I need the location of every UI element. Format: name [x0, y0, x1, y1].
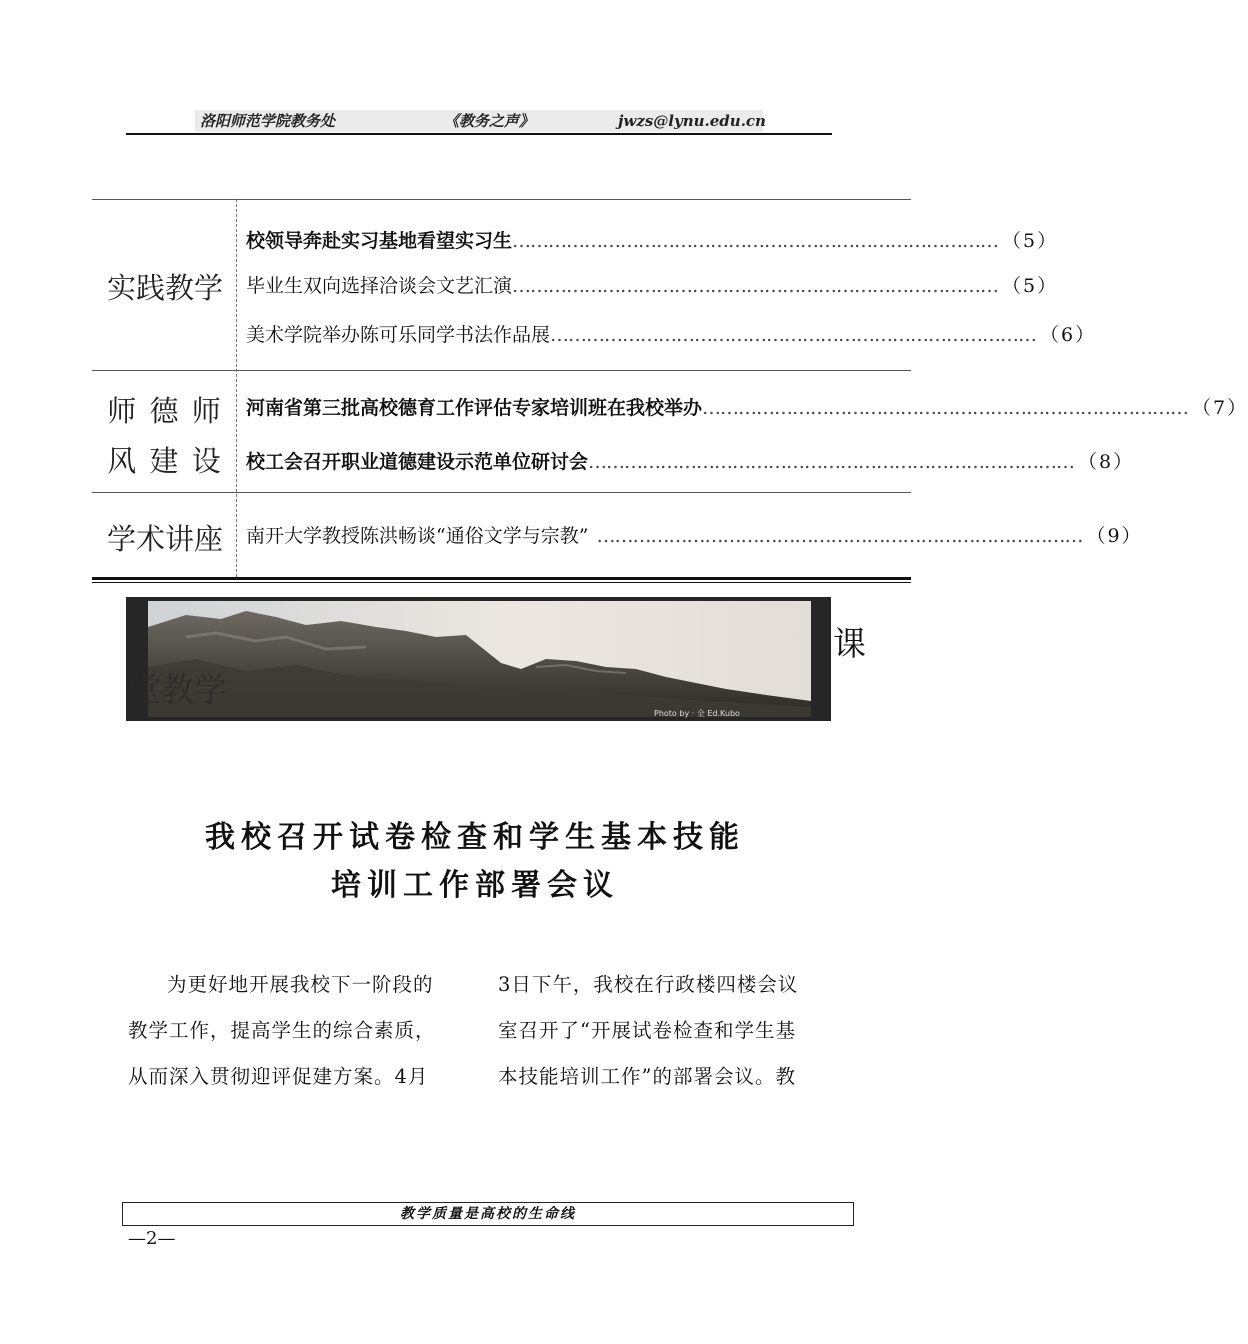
page-number: —2— — [128, 1228, 176, 1249]
toc-bottom-rule-thin — [92, 582, 911, 583]
toc-leader: ……………………………………………………………………… — [702, 397, 1189, 419]
toc-section-label: 实践教学 — [106, 271, 223, 305]
header-publication: 《教务之声》 — [444, 112, 535, 130]
article-title-line1: 我校召开试卷检查和学生基本技能 — [205, 820, 745, 855]
toc-entry-page: （8） — [1078, 451, 1135, 473]
article-title-line2: 培训工作部署会议 — [331, 868, 619, 903]
toc-entry[interactable] — [246, 319, 1097, 351]
toc-entry[interactable] — [246, 270, 1059, 302]
toc-section-label: 学术讲座 — [106, 522, 223, 556]
toc-entry-title: 毕业生双向选择洽谈会文艺汇演 — [246, 275, 513, 297]
photo-credit: Photo by · 全 Ed.Kubo — [654, 709, 740, 718]
article-line: 教学工作，提高学生的综合素质， — [128, 1019, 436, 1042]
toc-leader: ……………………………………………………………………… — [512, 275, 999, 297]
banner-title-part2: 堂教学 — [128, 670, 227, 709]
toc-bottom-rule — [92, 577, 911, 580]
toc-section-label-line1: 师 德 师 — [107, 394, 223, 428]
article-column-right — [498, 962, 838, 1100]
article-line: 从而深入贯彻迎评促建方案。4月 — [128, 1065, 429, 1088]
toc-leader: ……………………………………………………………………… — [588, 451, 1075, 473]
toc-leader: ……………………………………………………………………… — [596, 525, 1083, 547]
article-line: 3日下午，我校在行政楼四楼会议 — [498, 973, 799, 996]
toc-entry-title: 河南省第三批高校德育工作评估专家培训班在我校举办 — [246, 397, 703, 419]
toc-leader: ……………………………………………………………………… — [550, 324, 1037, 346]
toc-entry-page: （7） — [1192, 397, 1248, 419]
toc-column-divider — [236, 199, 237, 577]
toc-leader: ……………………………………………………………………… — [512, 230, 999, 252]
header-org: 洛阳师范学院教务处 — [200, 112, 336, 130]
toc-entry-title: 美术学院举办陈可乐同学书法作品展 — [246, 324, 551, 346]
header-rule — [126, 133, 832, 135]
toc-entry-page: （6） — [1040, 324, 1097, 346]
toc-section-label-line2: 风 建 设 — [107, 444, 223, 478]
toc-top-rule — [92, 199, 911, 200]
article-line: 室召开了“开展试卷检查和学生基 — [498, 1019, 796, 1042]
toc-entry-page: （5） — [1002, 230, 1059, 252]
landscape-photo — [126, 597, 831, 721]
section-banner-photo — [126, 597, 831, 721]
toc-divider — [92, 370, 911, 371]
banner-title-part1: 课 — [833, 624, 866, 663]
article-column-left — [128, 962, 468, 1100]
toc-entry[interactable] — [246, 392, 1248, 424]
toc-entry-page: （9） — [1086, 525, 1143, 547]
toc-entry[interactable] — [246, 446, 1135, 478]
toc-entry-title: 南开大学教授陈洪畅谈“通俗文学与宗教” — [246, 525, 589, 547]
toc-entry-page: （5） — [1002, 275, 1059, 297]
toc-divider — [92, 492, 911, 493]
header-email[interactable]: jwzs@lynu.edu.cn — [618, 112, 766, 130]
article-line: 本技能培训工作”的部署会议。教 — [498, 1065, 796, 1088]
toc-entry[interactable] — [246, 520, 1143, 552]
toc-entry[interactable] — [246, 225, 1059, 257]
toc-entry-title: 校领导奔赴实习基地看望实习生 — [246, 230, 513, 252]
toc-entry-title: 校工会召开职业道德建设示范单位研讨会 — [246, 451, 589, 473]
article-line: 为更好地开展我校下一阶段的 — [167, 973, 434, 996]
footer-motto: 教学质量是高校的生命线 — [400, 1206, 576, 1222]
